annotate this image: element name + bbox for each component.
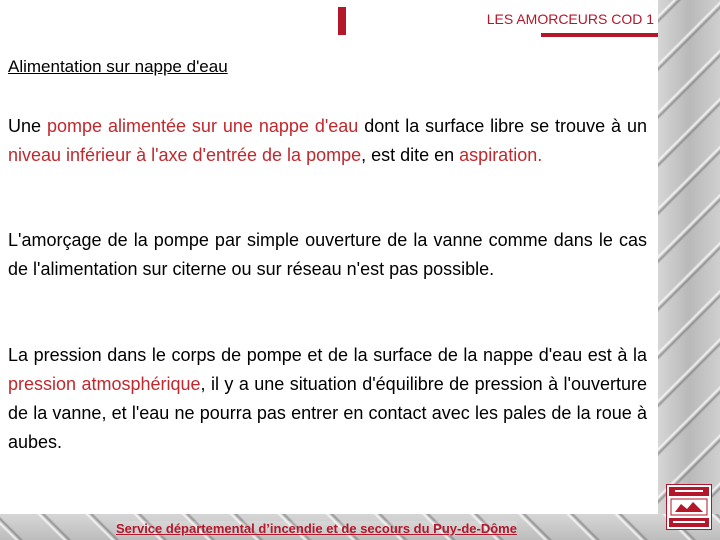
p1-highlight-2: niveau inférieur à l'axe d'entrée de la pompe	[8, 145, 362, 165]
p1-highlight-1: pompe alimentée sur une nappe d'eau	[46, 116, 359, 136]
p3-highlight-1: pression atmosphérique	[8, 374, 201, 394]
header-title: LES AMORCEURS COD 1	[486, 11, 654, 27]
header-accent-bar	[338, 7, 346, 35]
p1-text-1: Une	[8, 116, 47, 136]
p1-highlight-3: aspiration.	[459, 145, 543, 165]
p3-text-1: La pression dans le corps de pompe et de la surface de la nappe d'eau est à la	[8, 345, 647, 365]
p3-text-2: , il y a une situation d'équilibre de pression à l'ouverture de la vanne, et l'eau ne pourra pas entrer en contact avec les pales de la roue à aubes.	[8, 374, 647, 452]
paragraph-pression	[8, 341, 647, 457]
section-title: Alimentation sur nappe d'eau	[8, 57, 228, 76]
paragraph-aspiration	[8, 112, 647, 170]
sdis-63-logo-icon	[666, 484, 712, 530]
paragraph-amorcage: L'amorçage de la pompe par simple ouverture de la vanne comme dans le cas de l'alimentation sur citerne ou sur réseau n'est pas possible.	[8, 230, 647, 279]
footer-organization-name: Service départemental d’incendie et de secours du Puy-de-Dôme	[116, 521, 517, 536]
header-underline-rule	[541, 33, 658, 37]
checker-plate-right-border	[658, 0, 720, 540]
p1-text-2: dont la surface libre se trouve à un	[358, 116, 647, 136]
p1-text-3: , est dite en	[361, 145, 460, 165]
